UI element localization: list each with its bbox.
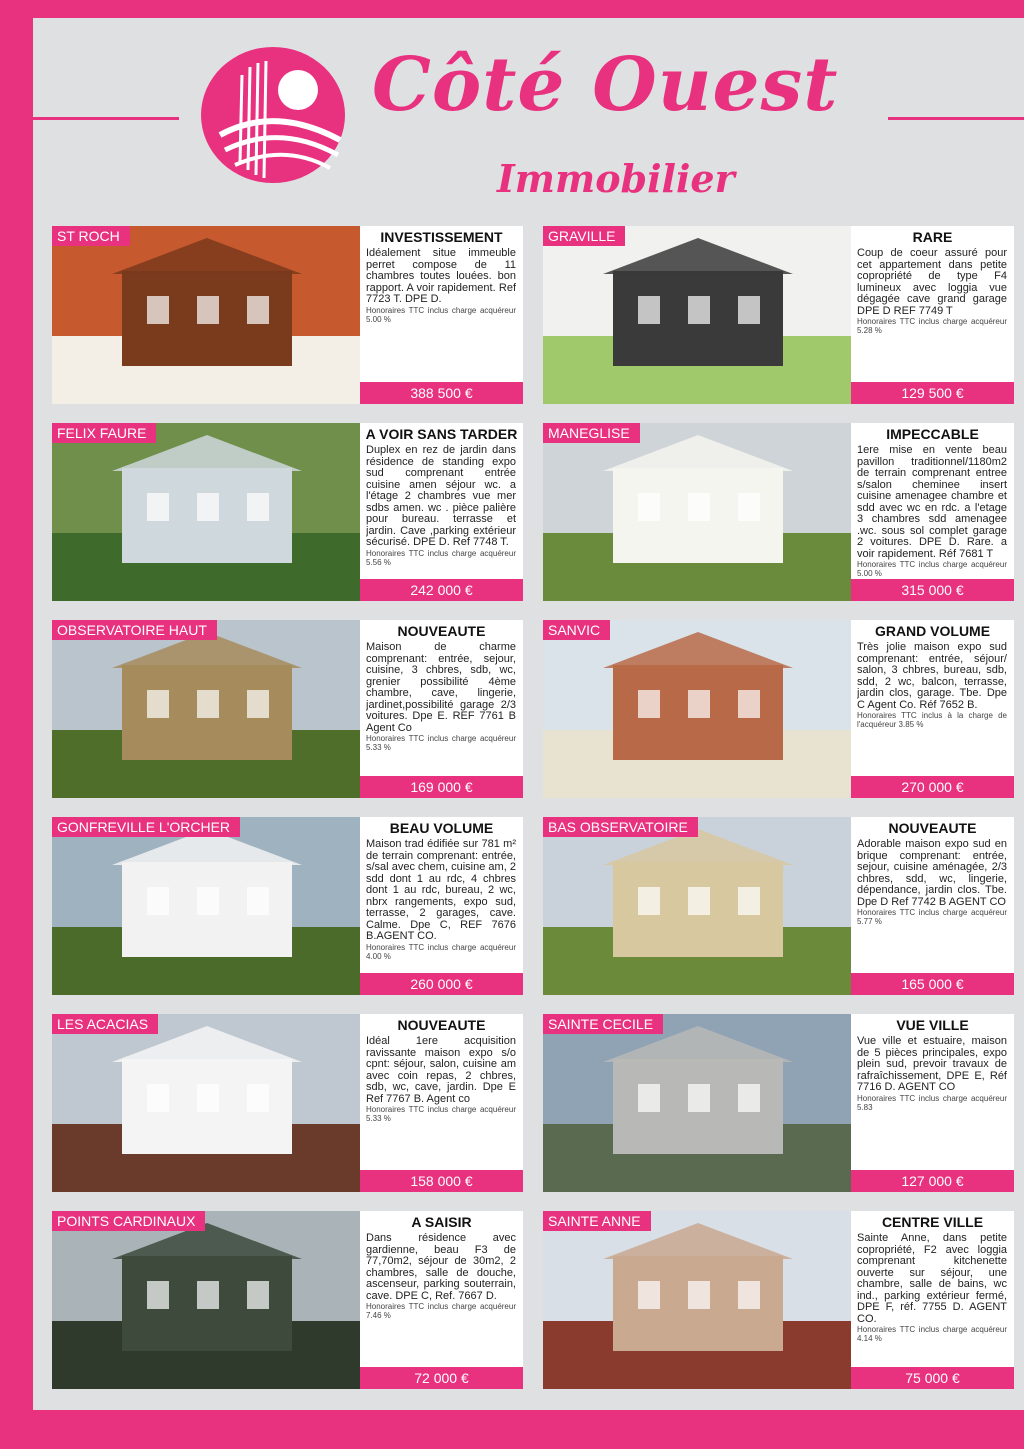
listing-location: POINTS CARDINAUX (52, 1211, 205, 1231)
listing-description (366, 839, 516, 971)
listing-info (851, 423, 1014, 601)
listing-location: MANEGLISE (543, 423, 640, 443)
listing-price: 127 000 € (851, 1170, 1014, 1192)
listing-fees: Honoraires TTC inclus charge acquéreur 5.83 (857, 1093, 1007, 1112)
listing-photo (543, 1014, 851, 1192)
listing-price: 75 000 € (851, 1367, 1014, 1389)
listing-photo (52, 1211, 360, 1389)
listing-title: NOUVEAUTE (888, 820, 977, 836)
listing-info (360, 226, 523, 404)
listing-description (366, 1036, 516, 1168)
listing-description-text: Idéal 1ere acquisition ravissante maison expo s/o cpnt: séjour, salon, cuisine am avec coin repas, 2 chbres, sdb, wc, cave, jardin. Dpe E Ref 7767 B. Agent co (366, 1036, 516, 1105)
brand-tagline: Immobilier (497, 156, 735, 201)
listing-title: RARE (912, 229, 953, 245)
listing-location: SAINTE ANNE (543, 1211, 651, 1231)
listing-info (851, 620, 1014, 798)
listing-card[interactable] (543, 620, 1014, 798)
listing-description-text: Coup de coeur assuré pour cet appartement dans petite copropriété de type F4 lumineux avec loggia vue dégagée cave grand garage DPE D REF 7749 T (857, 248, 1007, 317)
listing-description (366, 445, 516, 577)
listing-price: 388 500 € (360, 382, 523, 404)
listing-location: FELIX FAURE (52, 423, 156, 443)
listing-price: 260 000 € (360, 973, 523, 995)
listing-description (857, 445, 1007, 577)
listing-description-text: Idéalement situe immeuble perret compose de 11 chambres toutes louées. bon rapport. A voir rapidement. Ref 7723 T. DPE D. (366, 248, 516, 305)
listing-fees: Honoraires TTC inclus à la charge de l'acquéreur 3.85 % (857, 711, 1007, 729)
listing-fees: Honoraires TTC inclus charge acquéreur 5.56 % (366, 548, 516, 567)
listing-description-text: Vue ville et estuaire, maison de 5 pièces principales, expo plein sud, prevoir travaux de rafraîchissement, DPE E, Réf 7716 D. AGENT CO (857, 1036, 1007, 1093)
brand-name: Côté Ouest (372, 42, 839, 128)
listing-title: GRAND VOLUME (874, 623, 991, 639)
listing-description (857, 642, 1007, 774)
listing-photo (543, 1211, 851, 1389)
listing-card[interactable] (543, 226, 1014, 404)
listing-description (857, 1233, 1007, 1365)
listing-description-text: Maison de charme comprenant: entrée, sejour, cuisine, 3 chbres, sdb, wc, grenier possibilité 4ème chambre, cave, lingerie, jardinet,possibilité garage 2/3 voitures. Dpe E. REF 7761 B Agent Co (366, 642, 516, 734)
listing-fees: Honoraires TTC inclus charge acquéreur 4.00 % (366, 942, 516, 961)
listing-price: 129 500 € (851, 382, 1014, 404)
listing-info (851, 1211, 1014, 1389)
listing-location: SAINTE CECILE (543, 1014, 663, 1034)
listing-card[interactable] (543, 1211, 1014, 1389)
listing-price: 158 000 € (360, 1170, 523, 1192)
listing-fees: Honoraires TTC inclus charge acquéreur 5.00 % (366, 305, 516, 324)
listing-info (851, 226, 1014, 404)
listing-title: VUE VILLE (896, 1017, 969, 1033)
listing-fees: Honoraires TTC inclus charge acquéreur 7.46 % (366, 1302, 516, 1320)
listing-location: GRAVILLE (543, 226, 625, 246)
listing-photo (543, 226, 851, 404)
listing-location: OBSERVATOIRE HAUT (52, 620, 217, 640)
listing-info (360, 1211, 523, 1389)
listing-photo (543, 620, 851, 798)
listing-fees: Honoraires TTC inclus charge acquéreur 5.33 % (366, 734, 516, 752)
listing-info (360, 620, 523, 798)
listing-fees: Honoraires TTC inclus charge acquéreur 5.28 % (857, 317, 1007, 335)
listing-description-text: Sainte Anne, dans petite copropriété, F2 avec loggia comprenant kitchenette ouverte sur séjour, une chambre, salle de bains, wc ind., parking extérieur fermé, DPE F, réf. 7755 D. AGENT CO. (857, 1233, 1007, 1325)
listing-description (366, 642, 516, 774)
listing-title: NOUVEAUTE (397, 1017, 486, 1033)
listing-title: NOUVEAUTE (397, 623, 486, 639)
listing-photo (52, 817, 360, 995)
listing-info (851, 817, 1014, 995)
listing-fees: Honoraires TTC inclus charge acquéreur 5.77 % (857, 908, 1007, 926)
listing-title: IMPECCABLE (886, 426, 979, 442)
listing-info (851, 1014, 1014, 1192)
listing-description-text: Maison trad édifiée sur 781 m² de terrain comprenant: entrée, s/sal avec chem, cuisine am, 2 sdd dont 1 au rdc, 4 chbres dont 1 au rdc, bureau, 2 wc, nbrx rangements, expo sud, terrasse, 2 garages, cave. Calme. Dpe C, REF 7676 B.AGENT CO. (366, 839, 516, 942)
listing-title: A SAISIR (411, 1214, 472, 1230)
listing-photo (52, 423, 360, 601)
listing-card[interactable] (52, 226, 523, 404)
listing-price: 165 000 € (851, 973, 1014, 995)
listing-title: A VOIR SANS TARDER (365, 426, 518, 442)
listing-location: LES ACACIAS (52, 1014, 158, 1034)
listing-photo (543, 817, 851, 995)
listing-photo (52, 226, 360, 404)
listing-card[interactable] (52, 620, 523, 798)
brand-logo-icon (200, 45, 346, 185)
listing-photo (52, 1014, 360, 1192)
listing-description (857, 839, 1007, 971)
listing-price: 169 000 € (360, 776, 523, 798)
footer-band (0, 1410, 1024, 1449)
listing-location: SANVIC (543, 620, 610, 640)
listing-photo (543, 423, 851, 601)
listing-location: ST ROCH (52, 226, 130, 246)
listing-title: INVESTISSEMENT (380, 229, 503, 245)
listing-description (366, 1233, 516, 1365)
listing-title: BEAU VOLUME (389, 820, 494, 836)
listing-description-text: Très jolie maison expo sud comprenant: entrée, séjour/ salon, 3 chbres, bureau, sdb, sdd, 2 wc, balcon, terrasse, jardin clos, garage. Tbe. Dpe C Agent Co. Réf 7652 B. (857, 642, 1007, 711)
listing-description (366, 248, 516, 380)
listing-info (360, 1014, 523, 1192)
listing-description-text: 1ere mise en vente beau pavillon traditionnel/1180m2 de terrain comprenant entree s/salon cheminee insert cuisine amenagee chambre et sdd avec wc en rdc. a l'etage 3 chambres sdd amenagee .wc. sous sol complet garage 2 voitures. DPE D. Rare. a voir rapidement. Réf 7681 T (857, 445, 1007, 560)
listing-fees: Honoraires TTC inclus charge acquéreur 5.33 % (366, 1105, 516, 1123)
listing-price: 315 000 € (851, 579, 1014, 601)
listing-card[interactable] (543, 1014, 1014, 1192)
listing-location: BAS OBSERVATOIRE (543, 817, 698, 837)
listing-info (360, 817, 523, 995)
listing-title: CENTRE VILLE (881, 1214, 984, 1230)
listing-description-text: Adorable maison expo sud en brique comprenant: entrée, sejour, cuisine aménagée, 2/3 chbres, sdd, wc, lingerie, dépendance, jardin clos. Tbe. Dpe D Ref 7742 B AGENT CO (857, 839, 1007, 908)
listing-card[interactable] (52, 817, 523, 995)
listing-fees: Honoraires TTC inclus charge acquéreur 4.14 % (857, 1325, 1007, 1343)
listing-card[interactable] (52, 1211, 523, 1389)
listing-price: 72 000 € (360, 1367, 523, 1389)
listing-card[interactable] (543, 817, 1014, 995)
listing-info (360, 423, 523, 601)
listing-description-text: Dans résidence avec gardienne, beau F3 de 77,70m2, séjour de 30m2, 2 chambres, salle de douche, ascenseur, parking souterrain, cave. DPE C, Ref. 7667 D. (366, 1233, 516, 1302)
listing-location: GONFREVILLE L'ORCHER (52, 817, 240, 837)
listing-price: 242 000 € (360, 579, 523, 601)
listing-description-text: Duplex en rez de jardin dans résidence de standing expo sud comprenant entrée cuisine amen séjour wc. a l'étage 2 chambres vue mer sdbs amen. wc . pièce palière pour bureau. terrasse et jardin. Cave ,parking extérieur sécurisé. DPE D. Ref 7748 T. (366, 445, 516, 548)
listing-description (857, 1036, 1007, 1168)
listing-card[interactable] (543, 423, 1014, 601)
header-rule-right (888, 117, 1024, 120)
header-rule-left (33, 117, 179, 120)
listing-fees: Honoraires TTC inclus charge acquéreur 5.00 % (857, 560, 1007, 577)
listing-photo (52, 620, 360, 798)
listing-description (857, 248, 1007, 380)
listing-price: 270 000 € (851, 776, 1014, 798)
listing-card[interactable] (52, 1014, 523, 1192)
listing-card[interactable] (52, 423, 523, 601)
